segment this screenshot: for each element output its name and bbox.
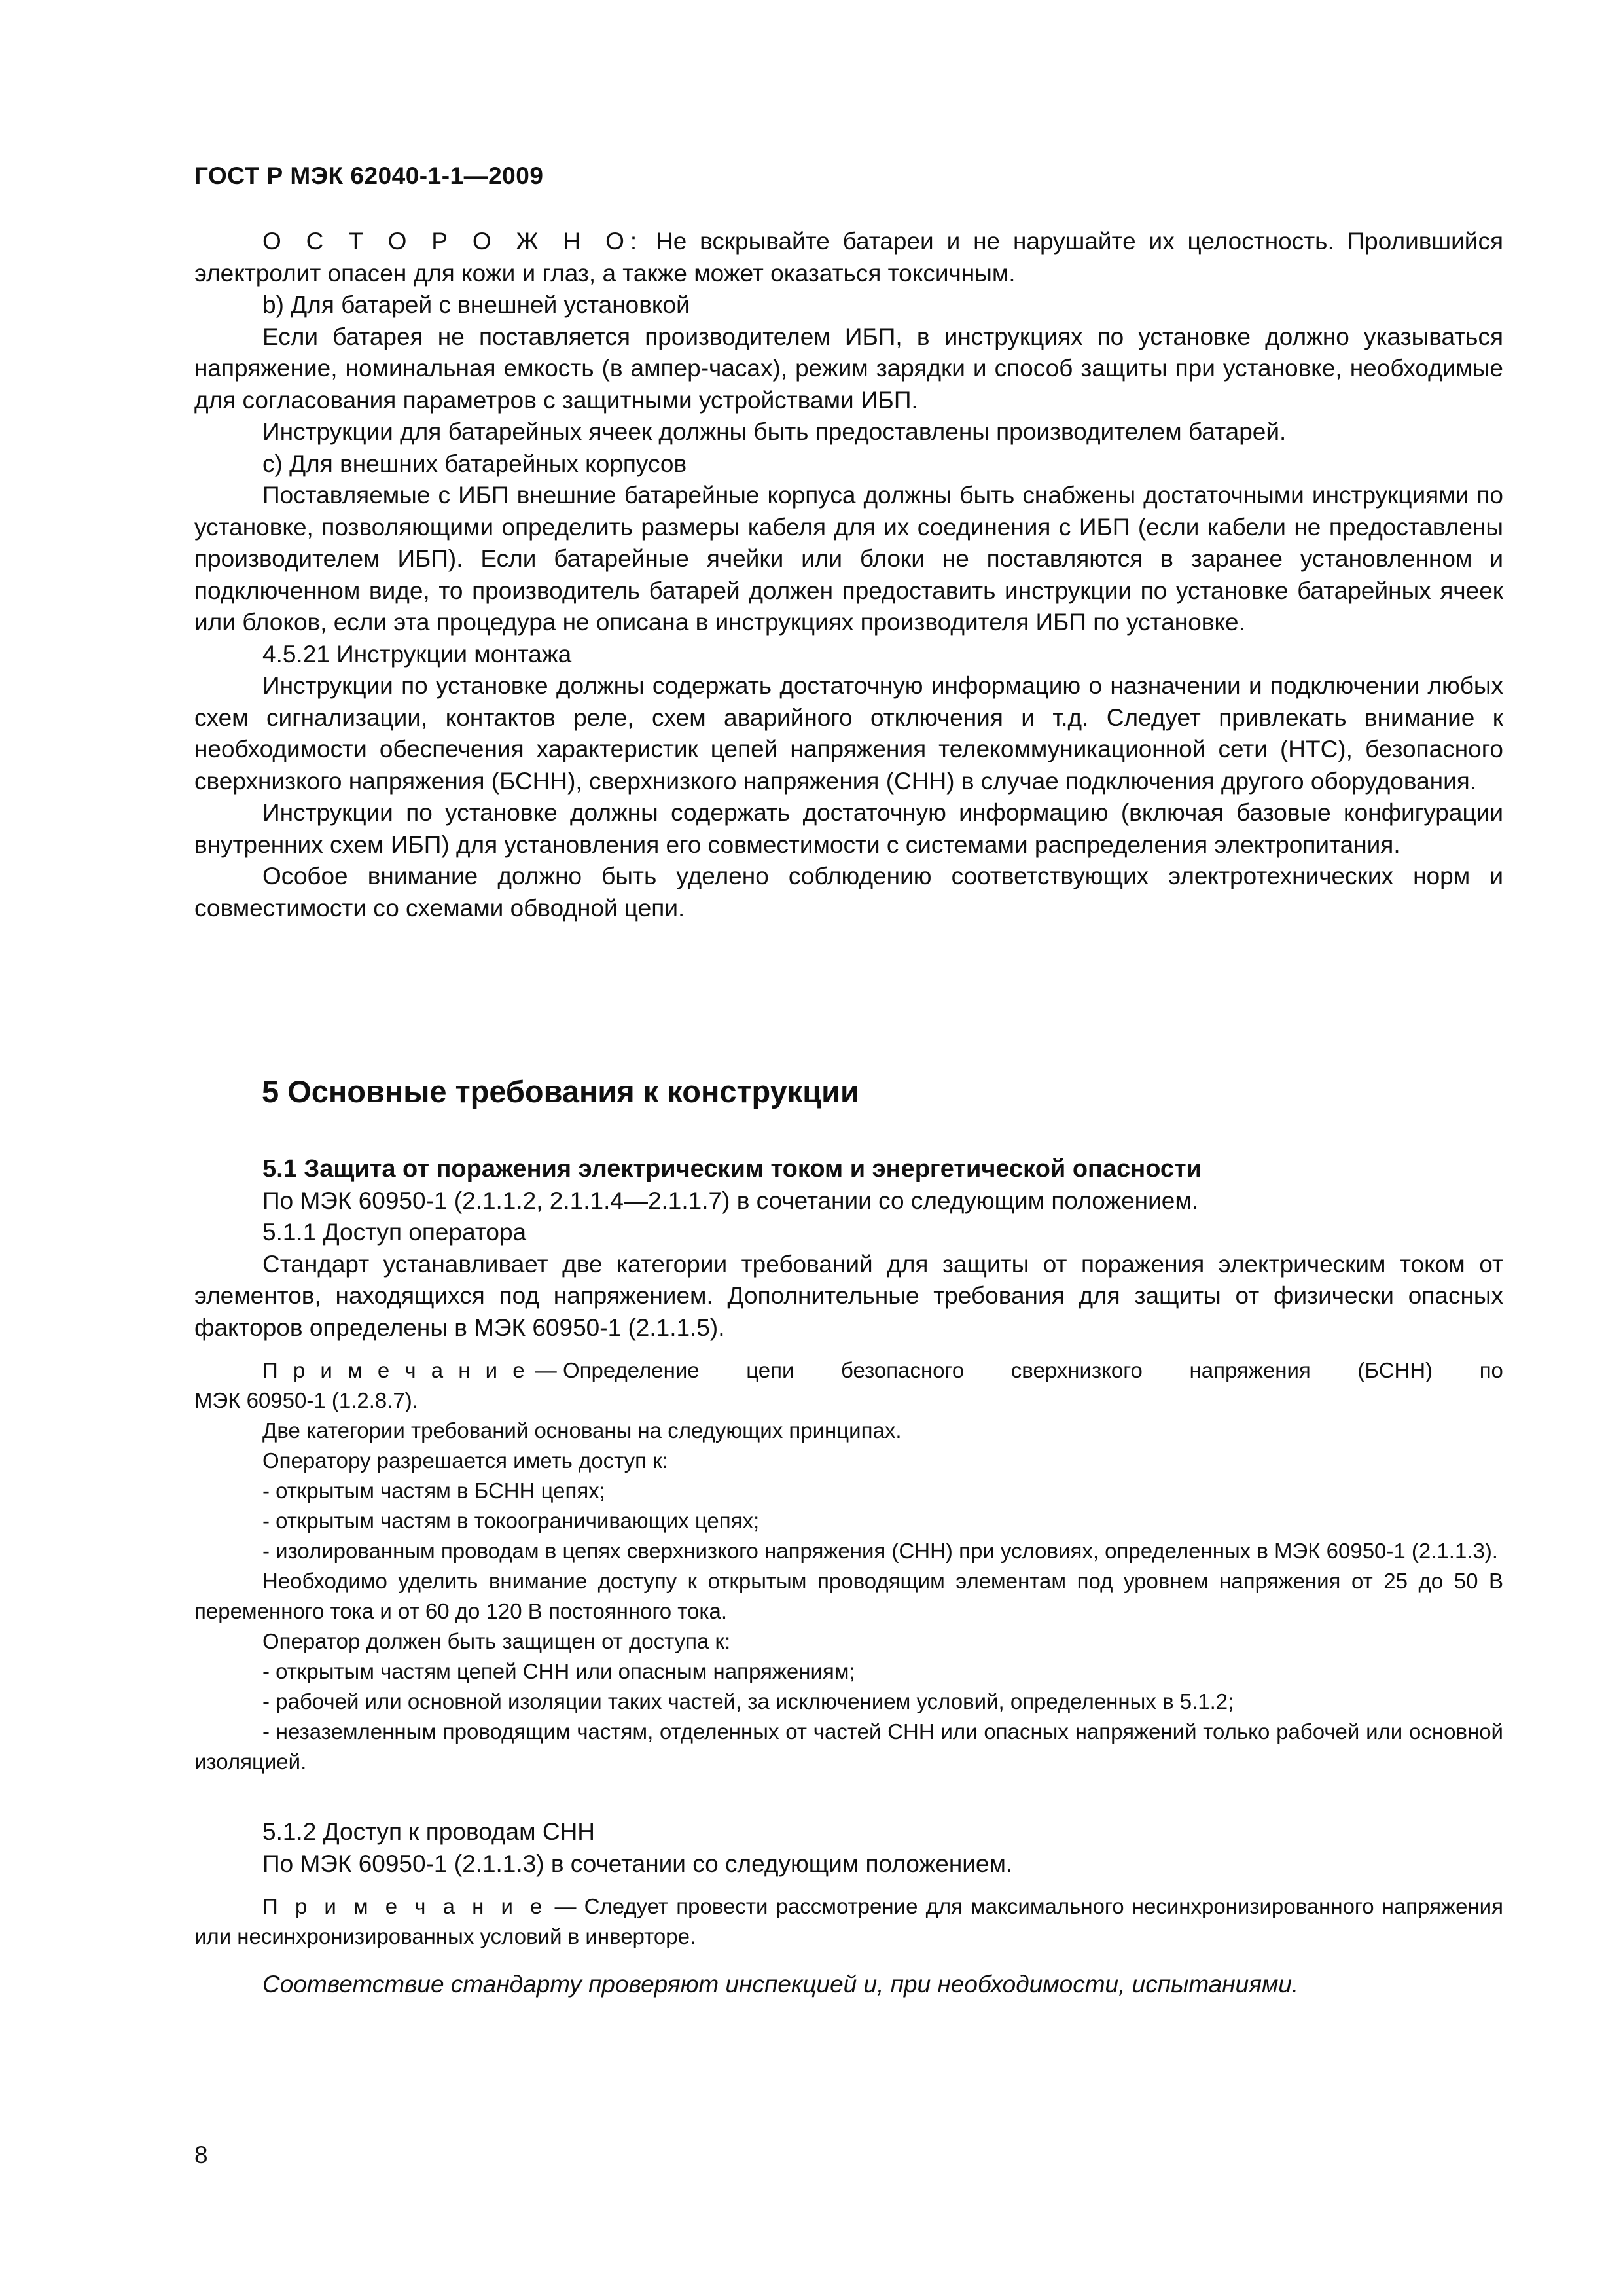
paragraph: Поставляемые с ИБП внешние батарейные корпуса должны быть снабжены достаточными инструкциями по установке, позволяющими определить размеры кабеля для их соединения с ИБП (если кабели не предоставлены производителем ИБП). Если батарейные ячейки или блоки не поставляются в заранее установленном и подключенном виде, то производитель батарей должен предоставить инструкции по установке батарейных ячеек или блоков, если эта процедура не описана в инструкциях производителя ИБП по установке. (194, 482, 1503, 636)
note-paragraph: П р и м е ч а н и е — Следует провести рассмотрение для максимального несинхронизированного напряжения или несинхронизированных условий в инверторе. (194, 1894, 1503, 1948)
paragraph: По МЭК 60950-1 (2.1.1.2, 2.1.1.4—2.1.1.7) в сочетании со следующим положением. (262, 1187, 1199, 1214)
section-heading: 5 Основные требования к конструкции (262, 1074, 859, 1109)
paragraph: 4.5.21 Инструкции монтажа (262, 640, 572, 668)
paragraph: По МЭК 60950-1 (2.1.1.3) в сочетании со следующим положением. (262, 1850, 1013, 1877)
paragraph: 5.1.1 Доступ оператора (262, 1219, 527, 1246)
caution-text: Не вскрывайте батареи и не нарушайте их целостность. Пролившийся электролит опасен для кожи и глаз, а также может оказаться токсичным. (194, 228, 1503, 287)
note-paragraph: - открытым частям в БСНН цепях; (262, 1479, 605, 1503)
paragraph: с) Для внешних батарейных корпусов (262, 450, 687, 477)
note-word: безопасного (840, 1358, 965, 1382)
note-paragraph: - открытым частям цепей СНН или опасным напряжениям; (262, 1659, 855, 1683)
note-paragraph: - рабочей или основной изоляции таких частей, за исключением условий, определенных в 5.1.2; (262, 1689, 1234, 1713)
note-paragraph: Необходимо уделить внимание доступу к открытым проводящим элементам под уровнем напряжения от 25 до 50 В переменного тока и от 60 до 120 В постоянного тока. (194, 1569, 1503, 1623)
document-header: ГОСТ Р МЭК 62040-1-1—2009 (194, 162, 544, 189)
note-paragraph: - открытым частям в токоограничивающих цепях; (262, 1509, 760, 1533)
section-5-block (194, 1153, 1503, 2001)
note-word: напряжения (1189, 1358, 1311, 1382)
caution-paragraph (194, 226, 1503, 289)
note-word: сверхнизкого (1010, 1358, 1143, 1382)
paragraph: Инструкции для батарейных ячеек должны быть предоставлены производителем батарей. (262, 418, 1287, 445)
note-paragraph: Две категории требований основаны на следующих принципах. (262, 1418, 902, 1443)
paragraph: b) Для батарей с внешней установкой (262, 291, 690, 318)
note-label-word: П р и м е ч а н и е — Определение (262, 1358, 700, 1382)
top-text-block (194, 226, 1503, 924)
paragraph: Инструкции по установке должны содержать достаточную информацию (включая базовые конфигурации внутренних схем ИБП) для установления его совместимости с системами распределения электропитания. (194, 799, 1503, 858)
note-word: по (1479, 1358, 1503, 1382)
paragraph: Если батарея не поставляется производителем ИБП, в инструкциях по установке должно указываться напряжение, номинальная емкость (в ампер-часах), режим зарядки и способ защиты при установке, необходимые для согласования параметров с защитными устройствами ИБП. (194, 323, 1503, 414)
caution-label: О С Т О Р О Ж Н О: (262, 228, 643, 255)
note-paragraph: Оператору разрешается иметь доступ к: (262, 1448, 668, 1473)
note-paragraph: - незаземленным проводящим частям, отделенных от частей СНН или опасных напряжений только рабочей или основной изоляцией. (194, 1719, 1503, 1774)
note-details (194, 1416, 1503, 1777)
note-word: (БСНН) (1357, 1358, 1433, 1382)
subsection-heading: 5.1 Защита от поражения электрическим током и энергетической опасности (262, 1155, 1202, 1183)
note-continuation: МЭК 60950-1 (1.2.8.7). (194, 1388, 418, 1412)
compliance-statement: Соответствие стандарту проверяют инспекцией и, при необходимости, испытаниями. (262, 1971, 1299, 1998)
note-2 (194, 1892, 1503, 1952)
paragraph: Стандарт устанавливает две категории требований для защиты от поражения электрическим током от элементов, находящихся под напряжением. Дополнительные требования для защиты от физически опасных факторов определены в МЭК 60950-1 (2.1.1.5). (194, 1250, 1503, 1341)
note-line (194, 1355, 1503, 1386)
note-paragraph: - изолированным проводам в цепях сверхнизкого напряжения (СНН) при условиях, определенных в МЭК 60950-1 (2.1.1.3). (262, 1539, 1498, 1563)
paragraph: Инструкции по установке должны содержать достаточную информацию о назначении и подключении любых схем сигнализации, контактов реле, схем аварийного отключения и т.д. Следует привлекать внимание к необходимости обеспечения характеристик цепей напряжения телекоммуникационной сети (НТС), безопасного сверхнизкого напряжения (БСНН), сверхнизкого напряжения (СНН) в случае подключения другого оборудования. (194, 672, 1503, 795)
note-paragraph: Оператор должен быть защищен от доступа к: (262, 1629, 731, 1653)
note-word: цепи (746, 1358, 794, 1382)
subsection-title: 5.1.2 Доступ к проводам СНН (262, 1818, 596, 1845)
paragraph: Особое внимание должно быть уделено соблюдению соответствующих электротехнических норм и совместимости со схемами обводной цепи. (194, 863, 1503, 922)
page-number: 8 (194, 2142, 208, 2168)
